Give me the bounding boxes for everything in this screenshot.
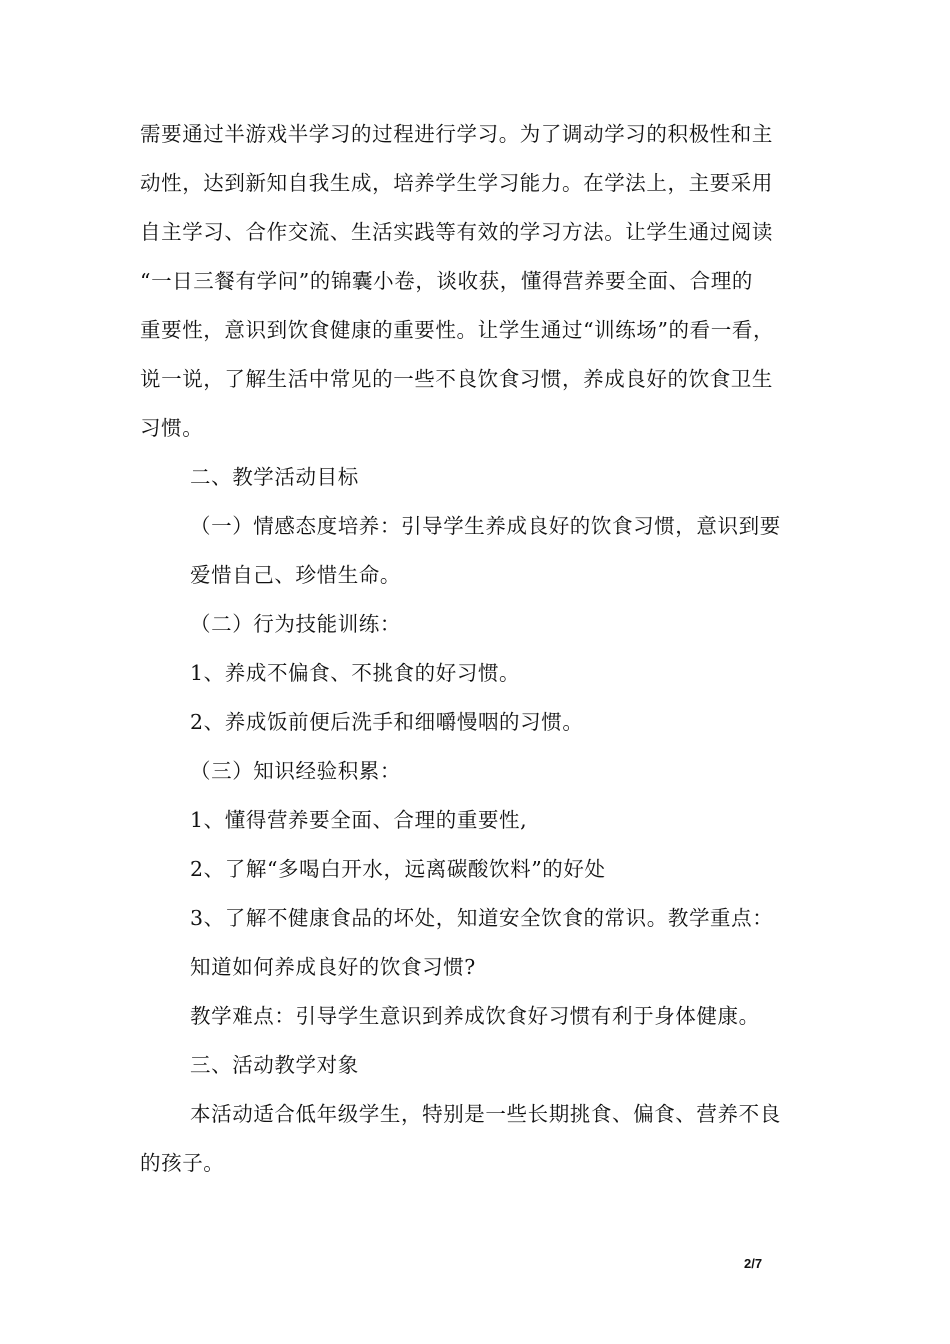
objective-knowledge-item: 2、了解“多喝白开水，远离碳酸饮料”的好处	[190, 857, 606, 881]
objective-emotion-line: 爱惜自己、珍惜生命。	[190, 563, 401, 587]
objective-skills-item: 2、养成饭前便后洗手和细嚼慢咽的习惯。	[190, 710, 584, 734]
teaching-key-point: 知道如何养成良好的饮食习惯?	[190, 955, 476, 979]
audience-paragraph-line: 的孩子。	[140, 1151, 225, 1175]
objective-skills-item: 1、养成不偏食、不挑食的好习惯。	[190, 661, 521, 685]
objective-knowledge-item: 3、了解不健康食品的坏处，知道安全饮食的常识。教学重点：	[190, 906, 774, 930]
document-body	[140, 110, 830, 1188]
audience-paragraph-line: 本活动适合低年级学生，特别是一些长期挑食、偏食、营养不良	[190, 1102, 781, 1126]
section-heading-audience: 三、活动教学对象	[190, 1053, 359, 1077]
objective-emotion-line: （一）情感态度培养：引导学生养成良好的饮食习惯，意识到要	[190, 514, 781, 538]
teaching-difficulty: 教学难点：引导学生意识到养成饮食好习惯有利于身体健康。	[190, 1004, 760, 1028]
paragraph-line: 习惯。	[140, 416, 204, 440]
paragraph-line: 需要通过半游戏半学习的过程进行学习。为了调动学习的积极性和主	[140, 122, 773, 146]
section-heading-objectives: 二、教学活动目标	[190, 465, 359, 489]
objective-knowledge-item: 1、懂得营养要全面、合理的重要性,	[190, 808, 528, 832]
paragraph-line: “一日三餐有学问”的锦囊小卷，谈收获，懂得营养要全面、合理的	[140, 269, 753, 293]
paragraph-line: 重要性，意识到饮食健康的重要性。让学生通过“训练场”的看一看，	[140, 318, 775, 342]
paragraph-line: 自主学习、合作交流、生活实践等有效的学习方法。让学生通过阅读	[140, 220, 773, 244]
paragraph-line: 动性，达到新知自我生成，培养学生学习能力。在学法上，主要采用	[140, 171, 773, 195]
paragraph-line: 说一说，了解生活中常见的一些不良饮食习惯，养成良好的饮食卫生	[140, 367, 773, 391]
objective-knowledge-heading: （三）知识经验积累：	[190, 759, 401, 783]
page-number: 2/7	[744, 1256, 763, 1271]
objective-skills-heading: （二）行为技能训练：	[190, 612, 401, 636]
